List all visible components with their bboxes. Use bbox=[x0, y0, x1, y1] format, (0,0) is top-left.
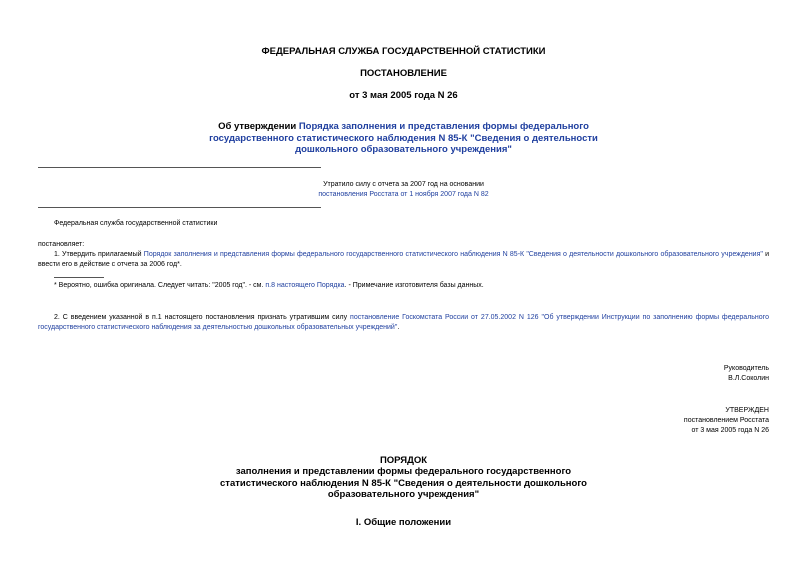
agency-line: Федеральная служба государственной статистики bbox=[54, 220, 218, 227]
divider-bottom bbox=[38, 207, 321, 208]
title-link[interactable]: Порядка заполнения и представления формы федерального государственного статистического наблюдения N 85-К "Сведения о деятельности дошкольного образовательного учреждения" bbox=[209, 121, 598, 155]
signature-name: В.Л.Соколин bbox=[728, 375, 769, 382]
footnote-suffix: . - Примечание изготовителя базы данных. bbox=[344, 282, 484, 289]
item1-prefix: 1. Утвердить прилагаемый bbox=[54, 251, 144, 258]
item2-suffix: . bbox=[397, 324, 400, 331]
signature-role: Руководитель bbox=[723, 365, 769, 372]
approval-block bbox=[684, 406, 769, 436]
item-2 bbox=[38, 313, 769, 333]
approval-line-1: УТВЕРЖДЕН bbox=[725, 407, 769, 414]
expired-link[interactable]: постановления Росстата от 1 ноября 2007 года N 82 bbox=[318, 191, 489, 198]
resolves-line: постановляет: bbox=[38, 241, 85, 248]
order-title: ПОРЯДОК bbox=[379, 455, 428, 466]
footnote-prefix: * Вероятно, ошибка оригинала. Следует читать: "2005 год". - см. bbox=[54, 282, 266, 289]
footnote-link[interactable]: п.8 настоящего Порядка bbox=[265, 282, 345, 289]
footnote-rule bbox=[54, 277, 104, 278]
footnote bbox=[54, 281, 769, 291]
item1-link[interactable]: Порядок заполнения и представления формы федерального государственного статистического наблюдения N 85-К "Сведения о деятельности дошкольного образовательного учреждения" bbox=[143, 251, 763, 258]
item2-prefix: 2. С введением указанной в п.1 настоящего постановления признать утратившим силу bbox=[54, 314, 351, 321]
approval-line-3: от 3 мая 2005 года N 26 bbox=[691, 427, 769, 434]
title-prefix: Об утверждении bbox=[218, 121, 299, 132]
document-title bbox=[180, 121, 627, 156]
order-subtitle: заполнения и представлении формы федерального государственного статистического наблюдения N 85-К "Сведения о деятельности дошкольного образовательного учреждения" bbox=[220, 466, 587, 500]
item1-suffix: и ввести его в действие с отчета за 2006 год*. bbox=[38, 251, 770, 268]
agency-heading: ФЕДЕРАЛЬНАЯ СЛУЖБА ГОСУДАРСТВЕННОЙ СТАТИСТИКИ bbox=[261, 46, 546, 57]
item-1 bbox=[38, 250, 769, 270]
section-heading: I. Общие положении bbox=[355, 517, 452, 528]
divider-top bbox=[38, 167, 321, 168]
expired-note bbox=[190, 180, 617, 200]
signature-block bbox=[724, 364, 769, 384]
expired-line: Утратило силу с отчета за 2007 год на основании bbox=[323, 181, 484, 188]
date-number-heading: от 3 мая 2005 года N 26 bbox=[349, 90, 458, 101]
approval-line-2: постановлением Росстата bbox=[683, 417, 769, 424]
doc-type-heading: ПОСТАНОВЛЕНИЕ bbox=[360, 68, 447, 79]
item2-link[interactable]: постановление Госкомстата России от 27.05.2002 N 126 "Об утверждении Инструкции по заполнению формы федерального государственного статистического наблюдения за деятельностью дошкольных образовательных учреждений" bbox=[38, 314, 769, 331]
